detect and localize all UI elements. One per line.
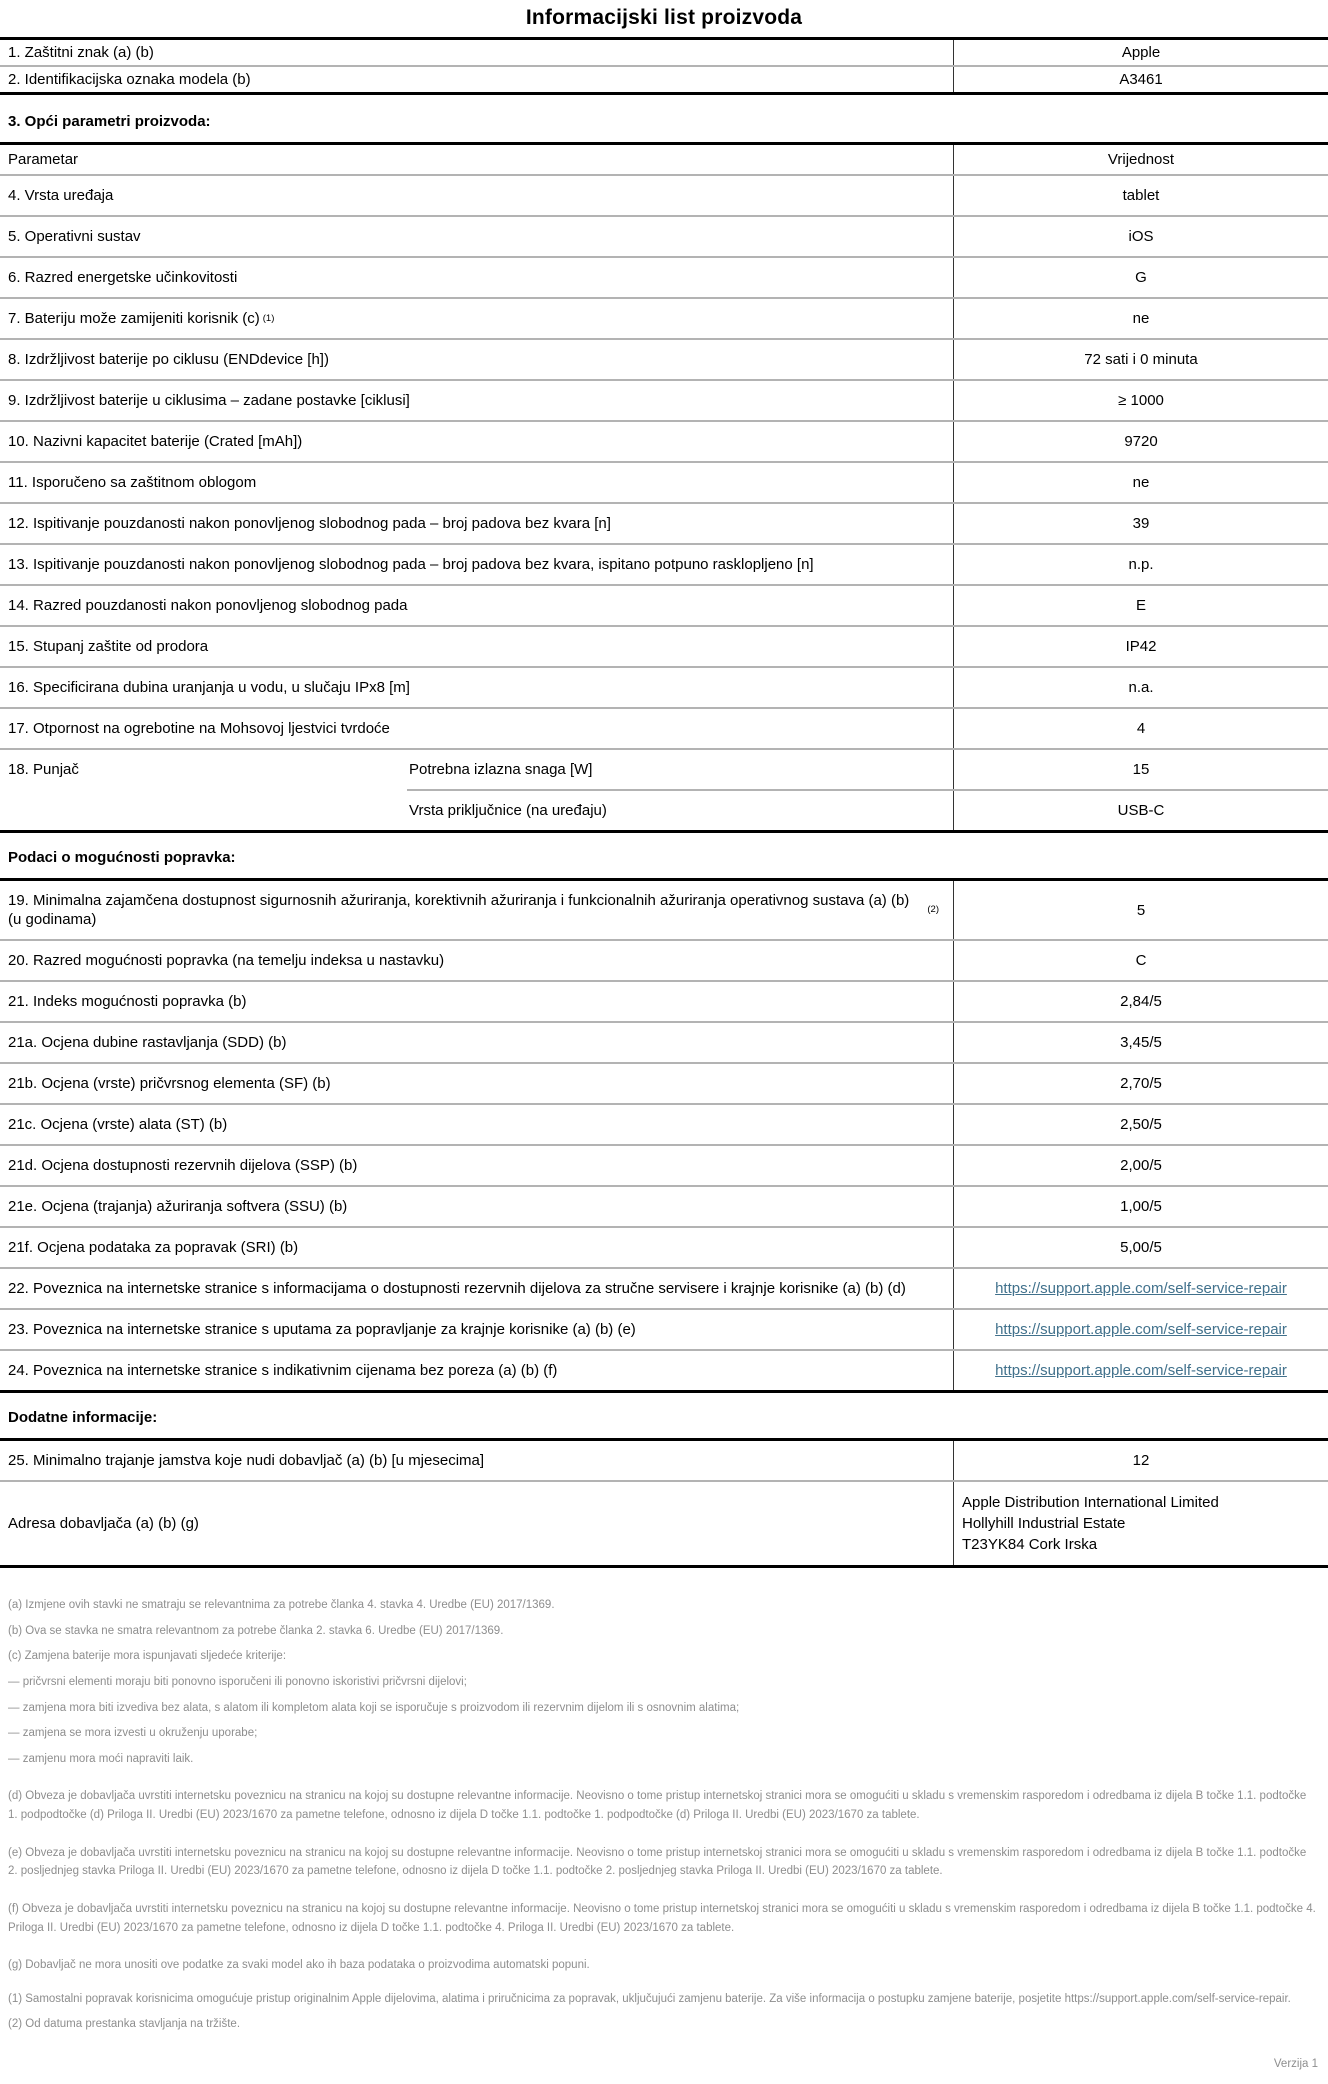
row-label: Adresa dobavljača (a) (b) (g) bbox=[8, 1515, 199, 1532]
row-value: n.p. bbox=[953, 545, 1328, 584]
table-row bbox=[0, 40, 1328, 65]
footnote: (c) Zamjena baterije mora ispunjavati sljedeće kriterije: bbox=[8, 1650, 287, 1663]
row-value: G bbox=[953, 258, 1328, 297]
row-label: 24. Poveznica na internetske stranice s indikativnim cijenama bez poreza (a) (b) (f) bbox=[8, 1362, 558, 1379]
footnote: (f) Obveza je dobavljača uvrstiti internetsku poveznicu na stranicu na kojoj su dostupne relevantne informacije. Neovisno o tome pristup internetskoj stranici mora se omogućiti u skladu s vremenskim rasporedom i odredbama iz dijela B točke 1.1. podtočke 4. Priloga II. Uredbi (EU) 2023/1670 za pametne telefone, odnosno iz dijela D točke 1.1. podtočke 4. Priloga II. Uredbi (EU) 2023/1670 za tablete. bbox=[8, 1902, 1316, 1934]
row-label: 19. Minimalna zajamčena dostupnost sigurnosnih ažuriranja, korektivnih ažuriranja i funkcionalnih ažuriranja operativnog sustava (a) (b) (u godinama) (2) bbox=[8, 892, 939, 928]
charger-subrow bbox=[407, 750, 1328, 789]
table-row bbox=[0, 1185, 1328, 1226]
row-value: 4 bbox=[953, 709, 1328, 748]
table-row bbox=[0, 1062, 1328, 1103]
address-line: Apple Distribution International Limited bbox=[962, 1494, 1219, 1511]
footnote: — zamjena mora biti izvediva bez alata, s alatom ili kompletom alata koji se isporučuje s proizvodom ili rezervnim dijelom ili s osnovnim alatima; bbox=[8, 1701, 740, 1714]
row-value: 5,00/5 bbox=[953, 1228, 1328, 1267]
row-value: E bbox=[953, 586, 1328, 625]
row-value: C bbox=[953, 941, 1328, 980]
row-label: 2. Identifikacijska oznaka modela (b) bbox=[8, 71, 251, 88]
row-value: 5 bbox=[953, 881, 1328, 939]
footnote: (g) Dobavljač ne mora unositi ove podatke za svaki model ako ih baza podataka o proizvodima automatski popuni. bbox=[8, 1959, 590, 1972]
table-row bbox=[0, 625, 1328, 666]
row-label: 21c. Ocjena (vrste) alata (ST) (b) bbox=[8, 1116, 228, 1133]
row-label: 21d. Ocjena dostupnosti rezervnih dijelova (SSP) (b) bbox=[8, 1157, 358, 1174]
table-header-row bbox=[0, 145, 1328, 174]
row-label: 16. Specificirana dubina uranjanja u vodu, u slučaju IPx8 [m] bbox=[8, 679, 410, 696]
row-label: 8. Izdržljivost baterije po ciklusu (ENDdevice [h]) bbox=[8, 351, 329, 368]
row-value: 2,84/5 bbox=[953, 982, 1328, 1021]
footnote: — pričvrsni elementi moraju biti ponovno isporučeni ili ponovno iskoristivi pričvrsni dijelovi; bbox=[8, 1675, 467, 1688]
row-label: 12. Ispitivanje pouzdanosti nakon ponovljenog slobodnog pada – broj padova bez kvara [n] bbox=[8, 515, 611, 532]
table-row bbox=[0, 1267, 1328, 1308]
version-label: Verzija 1 bbox=[1273, 2058, 1318, 2070]
table-row bbox=[0, 1144, 1328, 1185]
table-row bbox=[0, 1021, 1328, 1062]
row-label: 23. Poveznica na internetske stranice s uputama za popravljanje za krajnje korisnike (a) (b) (e) bbox=[8, 1321, 636, 1338]
row-label: 14. Razred pouzdanosti nakon ponovljenog slobodnog pada bbox=[8, 597, 408, 614]
row-label: 22. Poveznica na internetske stranice s informacijama o dostupnosti rezervnih dijelova za stručne servisere i krajnje korisnike (a) (b) (d) bbox=[8, 1280, 906, 1297]
charger-subtable bbox=[407, 750, 1328, 830]
address-line: Hollyhill Industrial Estate bbox=[962, 1515, 1126, 1532]
row-value: 9720 bbox=[953, 422, 1328, 461]
table-row bbox=[0, 338, 1328, 379]
row-label: 25. Minimalno trajanje jamstva koje nudi dobavljač (a) (b) [u mjesecima] bbox=[8, 1452, 485, 1469]
table-row bbox=[0, 420, 1328, 461]
row-label: 21e. Ocjena (trajanja) ažuriranja softvera (SSU) (b) bbox=[8, 1198, 348, 1215]
row-value: ne bbox=[953, 299, 1328, 338]
row-value bbox=[953, 1310, 1328, 1349]
table-row bbox=[0, 543, 1328, 584]
column-header-value: Vrijednost bbox=[953, 145, 1328, 174]
row-label: 11. Isporučeno sa zaštitnom oblogom bbox=[8, 474, 257, 491]
row-value: ne bbox=[953, 463, 1328, 502]
row-label: 10. Nazivni kapacitet baterije (Crated [mAh]) bbox=[8, 433, 303, 450]
table-row bbox=[0, 1103, 1328, 1144]
table-row bbox=[0, 502, 1328, 543]
charger-subrow bbox=[407, 789, 1328, 830]
table-row bbox=[0, 584, 1328, 625]
table-row bbox=[0, 666, 1328, 707]
row-label: 5. Operativni sustav bbox=[8, 228, 141, 245]
row-value: 1,00/5 bbox=[953, 1187, 1328, 1226]
table-row bbox=[0, 881, 1328, 939]
row-label: 21a. Ocjena dubine rastavljanja (SDD) (b) bbox=[8, 1034, 287, 1051]
subrow-value: USB-C bbox=[953, 791, 1328, 830]
section-heading-additional: Dodatne informacije: bbox=[8, 1409, 158, 1426]
address-line: T23YK84 Cork Irska bbox=[962, 1536, 1098, 1553]
table-row bbox=[0, 256, 1328, 297]
support-link[interactable]: https://support.apple.com/self-service-repair bbox=[995, 1362, 1287, 1379]
table-row bbox=[0, 1480, 1328, 1565]
row-value: 39 bbox=[953, 504, 1328, 543]
row-label: 21f. Ocjena podataka za popravak (SRI) (b) bbox=[8, 1239, 299, 1256]
section-heading-general: 3. Opći parametri proizvoda: bbox=[8, 113, 211, 130]
row-label: 9. Izdržljivost baterije u ciklusima – zadane postavke [ciklusi] bbox=[8, 392, 410, 409]
row-value: 2,70/5 bbox=[953, 1064, 1328, 1103]
table-row bbox=[0, 174, 1328, 215]
table-row bbox=[0, 707, 1328, 748]
row-value bbox=[953, 1482, 1328, 1565]
general-parameters-table bbox=[0, 142, 1328, 833]
row-label: 4. Vrsta uređaja bbox=[8, 187, 114, 204]
footnote: (2) Od datuma prestanka stavljanja na tržište. bbox=[8, 2018, 241, 2031]
row-value: iOS bbox=[953, 217, 1328, 256]
row-label: 17. Otpornost na ogrebotine na Mohsovoj ljestvici tvrdoće bbox=[8, 720, 390, 737]
row-value: Apple bbox=[953, 40, 1328, 65]
charger-row bbox=[0, 748, 1328, 830]
footnote: — zamjena se mora izvesti u okruženju uporabe; bbox=[8, 1727, 258, 1740]
table-row bbox=[0, 379, 1328, 420]
row-label: 21b. Ocjena (vrste) pričvrsnog elementa (SF) (b) bbox=[8, 1075, 331, 1092]
footnote: (d) Obveza je dobavljača uvrstiti internetsku poveznicu na stranicu na kojoj su dostupne relevantne informacije. Neovisno o tome pristup internetskoj stranici mora se omogućiti u skladu s vremenskim rasporedom i odredbama iz dijela B točke 1.1. podtočke 1. podpodtočke (d) Priloga II. Uredbi (EU) 2023/1670 za pametne telefone, odnosno iz dijela D točke 1.1. podtočke 1. podpodtočke (d) Priloga II. Uredbi (EU) 2023/1670 za tablete. bbox=[8, 1790, 1307, 1821]
row-value bbox=[953, 1351, 1328, 1390]
row-label: 18. Punjač bbox=[8, 761, 79, 778]
table-row bbox=[0, 980, 1328, 1021]
row-value bbox=[953, 1269, 1328, 1308]
footnote: (a) Izmjene ovih stavki ne smatraju se relevantnima za potrebe članka 4. stavka 4. Uredbe (EU) 2017/1369. bbox=[8, 1599, 555, 1611]
table-row bbox=[0, 215, 1328, 256]
row-value: 12 bbox=[953, 1441, 1328, 1480]
row-value: 2,00/5 bbox=[953, 1146, 1328, 1185]
footnotes bbox=[0, 1596, 1328, 2034]
table-row bbox=[0, 1308, 1328, 1349]
row-value: tablet bbox=[953, 176, 1328, 215]
footnote: (b) Ova se stavka ne smatra relevantnom za potrebe članka 2. stavka 6. Uredbe (EU) 2017/1369. bbox=[8, 1624, 504, 1637]
row-label: 6. Razred energetske učinkovitosti bbox=[8, 269, 238, 286]
row-value: n.a. bbox=[953, 668, 1328, 707]
page-title: Informacijski list proizvoda bbox=[525, 6, 803, 29]
subrow-value: 15 bbox=[953, 750, 1328, 789]
table-row bbox=[0, 1226, 1328, 1267]
row-value: IP42 bbox=[953, 627, 1328, 666]
table-row bbox=[0, 65, 1328, 92]
subrow-label: Vrsta priključnice (na uređaju) bbox=[409, 802, 607, 819]
table-row bbox=[0, 297, 1328, 338]
subrow-label: Potrebna izlazna snaga [W] bbox=[409, 761, 593, 778]
row-value: 3,45/5 bbox=[953, 1023, 1328, 1062]
row-value: ≥ 1000 bbox=[953, 381, 1328, 420]
identification-table bbox=[0, 37, 1328, 95]
column-header-parameter: Parametar bbox=[8, 151, 79, 168]
table-row bbox=[0, 939, 1328, 980]
row-label: 21. Indeks mogućnosti popravka (b) bbox=[8, 993, 247, 1010]
row-label: 13. Ispitivanje pouzdanosti nakon ponovljenog slobodnog pada – broj padova bez kvara, ispitano potpuno rasklopljeno [n] bbox=[8, 556, 814, 573]
row-label: 7. Bateriju može zamijeniti korisnik (c) (1) bbox=[8, 310, 275, 327]
row-label: 15. Stupanj zaštite od prodora bbox=[8, 638, 209, 655]
table-row bbox=[0, 1349, 1328, 1390]
footnote: (e) Obveza je dobavljača uvrstiti internetsku poveznicu na stranicu na kojoj su dostupne relevantne informacije. Neovisno o tome pristup internetskoj stranici mora se omogućiti u skladu s vremenskim rasporedom i odredbama iz dijela B točke 1.1. podtočke 2. posljednjeg stavka Priloga II. Uredbi (EU) 2023/1670 za pametne telefone, odnosno iz dijela D točke 1.1. podtočke 2. posljednjeg stavka Priloga II. Uredbi (EU) 2023/1670 za tablete. bbox=[8, 1846, 1307, 1878]
repairability-table bbox=[0, 878, 1328, 1393]
row-label: 1. Zaštitni znak (a) (b) bbox=[8, 44, 154, 61]
row-label: 20. Razred mogućnosti popravka (na temelju indeksa u nastavku) bbox=[8, 952, 445, 969]
row-value: 72 sati i 0 minuta bbox=[953, 340, 1328, 379]
table-row bbox=[0, 461, 1328, 502]
additional-info-table bbox=[0, 1438, 1328, 1568]
section-heading-repair: Podaci o mogućnosti popravka: bbox=[8, 849, 236, 866]
row-value: A3461 bbox=[953, 67, 1328, 92]
footnote: (1) Samostalni popravak korisnicima omogućuje pristup originalnim Apple dijelovima, alatima i priručnicima za popravak, uključujući zamjenu baterije. Za više informacija o postupku zamjene baterije, posjetite https://support.apple.com/self-service-repair. bbox=[8, 1992, 1291, 2005]
support-link[interactable]: https://support.apple.com/self-service-repair bbox=[995, 1280, 1287, 1297]
row-value: 2,50/5 bbox=[953, 1105, 1328, 1144]
footnote: — zamjenu mora moći napraviti laik. bbox=[8, 1752, 194, 1765]
support-link[interactable]: https://support.apple.com/self-service-repair bbox=[995, 1321, 1287, 1338]
table-row bbox=[0, 1441, 1328, 1480]
